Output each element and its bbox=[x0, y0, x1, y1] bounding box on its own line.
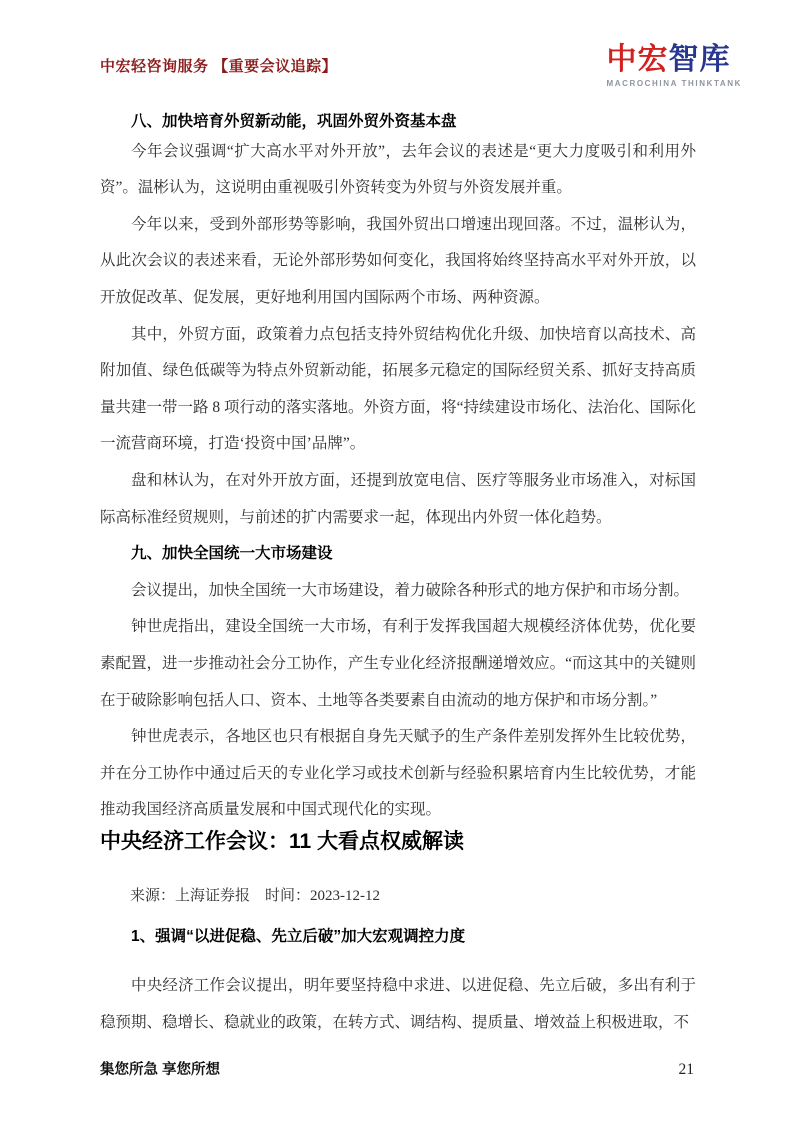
paragraph: 中央经济工作会议提出，明年要坚持稳中求进、以进促稳、先立后破，多出有利于稳预期、稳增长、稳就业的政策，在转方式、调结构、提质量、增效益上积极进取，不 bbox=[100, 977, 696, 1031]
logo-part-red: 中宏 bbox=[606, 43, 669, 76]
macrochina-logo bbox=[606, 44, 742, 88]
section-heading-8: 八、加快培育外贸新动能，巩固外贸外资基本盘 bbox=[131, 113, 457, 130]
source-and-date-line: 来源：上海证券报 时间：2023-12-12 bbox=[130, 887, 380, 904]
logo-wordmark bbox=[606, 44, 730, 76]
article-title: 中央经济工作会议：11 大看点权威解读 bbox=[100, 829, 465, 853]
paragraph: 钟世虎指出，建设全国统一大市场，有利于发挥我国超大规模经济体优势，优化要素配置，进一步推动社会分工协作，产生专业化经济报酬递增效应。“而这其中的关键则在于破除影响包括人口、资本、土地等各类要素自由流动的地方保护和市场分割。” bbox=[100, 618, 696, 709]
paragraph: 盘和林认为，在对外开放方面，还提到放宽电信、医疗等服务业市场准入，对标国际高标准经贸规则，与前述的扩内需要求一起，体现出内外贸一体化趋势。 bbox=[100, 471, 696, 526]
paragraph: 其中，外贸方面，政策着力点包括支持外贸结构优化升级、加快培育以高技术、高附加值、绿色低碳等为特点外贸新动能，拓展多元稳定的国际经贸关系、抓好支持高质量共建一带一路 8 项行动的落实落地。外资方面，将“持续建设市场化、法治化、国际化一流营商环境，打造‘投资中国’品牌”。 bbox=[100, 325, 696, 453]
page-number: 21 bbox=[678, 1061, 694, 1078]
document-series-title: 中宏轻咨询服务 【重要会议追踪】 bbox=[100, 58, 338, 75]
logo-part-blue: 智库 bbox=[668, 43, 731, 76]
paragraph: 会议提出，加快全国统一大市场建设，着力破除各种形式的地方保护和市场分割。 bbox=[131, 581, 690, 599]
footer-slogan: 集您所急 享您所想 bbox=[100, 1062, 221, 1078]
section-heading-9: 九、加快全国统一大市场建设 bbox=[131, 545, 333, 563]
paragraph: 钟世虎表示，各地区也只有根据自身先天赋予的生产条件差别发挥外生比较优势，并在分工协作中通过后天的专业化学习或技术创新与经验积累培育内生比较优势，才能推动我国经济高质量发展和中国式现代化的实现。 bbox=[100, 728, 696, 819]
page-footer bbox=[100, 1058, 694, 1079]
paragraph: 今年会议强调“扩大高水平对外开放”，去年会议的表述是“更大力度吸引和利用外资”。温彬认为，这说明由重视吸引外资转变为外贸与外资发展并重。 bbox=[100, 142, 696, 197]
page-header bbox=[100, 44, 742, 88]
logo-caption: MACROCHINA THINKTANK bbox=[606, 79, 742, 88]
section-heading-1: 1、强调“以进促稳、先立后破”加大宏观调控力度 bbox=[131, 928, 466, 946]
paragraph: 今年以来，受到外部形势等影响，我国外贸出口增速出现回落。不过，温彬认为，从此次会议的表述来看，无论外部形势如何变化，我国将始终坚持高水平对外开放，以开放促改革、促发展，更好地利用国内国际两个市场、两种资源。 bbox=[100, 215, 696, 306]
document-body bbox=[100, 104, 696, 1041]
